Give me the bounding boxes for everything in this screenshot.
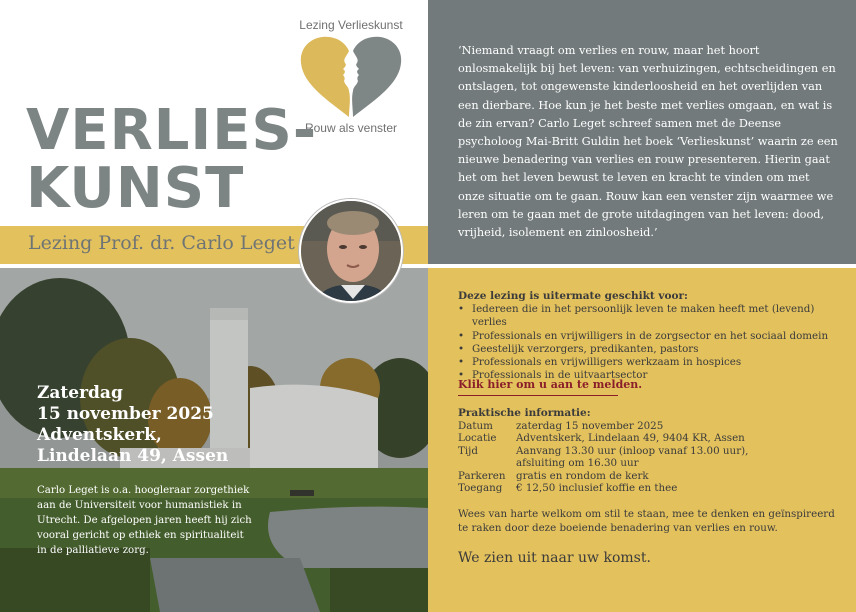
row-key: Tijd (458, 444, 478, 457)
row-key: Parkeren (458, 469, 506, 482)
list-item: • Professionals en vrijwilligers werkzaam in hospices (458, 356, 848, 369)
speaker-bio: Carlo Leget is o.a. hoogleraar zorgethiek aan de Universiteit voor humanistiek in Utrecht. De afgelopen jaren heeft hij zich vooral gericht op ethiek en spiritualiteit in de palliatieve zorg. (37, 485, 252, 556)
event-date: 15 november 2025 (37, 404, 214, 424)
event-venue: Adventskerk, (37, 425, 162, 445)
logo-top-text: Lezing Verlieskunst (299, 18, 403, 32)
practical-heading: Praktische informatie: (458, 407, 591, 419)
table-row (458, 445, 848, 457)
quote-text: ‘Niemand vraagt om verlies en rouw, maar het hoort onlosmakelijk bij het leven: van verhuizingen, echtscheidingen en ontslagen, tot ongewenste kinderloosheid en het overlijden van een dierbare. Hoe kun je het beste met verlies omgaan, en wat is de zin ervan? Carlo Leget schreef samen met de Deense psycholoog Mai-Britt Guldin het boek ‘Verlieskunst’ waarin ze een nieuwe benadering van verlies en rouw presenteren. Hierin gaat het om het leven bewust te leven en kracht te vinden om met onze situatie om te gaan. Rouw kan een venster zijn waarmee we leren om te gaan met de grote uitdagingen van het leven: dood, vrijheid, isolement en zinloosheid.’ (458, 44, 838, 240)
row-value: Adventskerk, Lindelaan 49, 9404 KR, Assen (516, 432, 745, 445)
table-row (458, 470, 848, 482)
info-panel (428, 268, 856, 612)
list-item: • Professionals en vrijwilligers in de zorgsector en het sociaal domein (458, 330, 848, 343)
event-date-location (37, 383, 228, 467)
table-row (458, 482, 848, 494)
quote-panel (428, 0, 856, 264)
title-line-2: KUNST (26, 156, 245, 221)
row-value: zaterdag 15 november 2025 (516, 420, 664, 432)
suitability-heading: Deze lezing is uitermate geschikt voor: (458, 290, 688, 302)
row-value: gratis en rondom de kerk (516, 469, 649, 482)
row-value: € 12,50 inclusief koffie en thee (516, 482, 678, 495)
table-row (458, 457, 848, 469)
row-key: Locatie (458, 432, 497, 445)
closing-text: We zien uit naar uw komst. (458, 550, 651, 566)
title-line-1: VERLIES- (26, 98, 318, 163)
list-item: • Iedereen die in het persoonlijk leven te maken heeft met (levend) verlies (458, 303, 848, 330)
subtitle: Lezing Prof. dr. Carlo Leget (28, 232, 295, 254)
practical-table (458, 420, 848, 494)
list-item: • Geestelijk verzorgers, predikanten, pastors (458, 343, 848, 356)
signup-link[interactable]: Klik hier om u aan te melden. (458, 378, 643, 391)
suitability-list (458, 303, 848, 383)
table-row (458, 432, 848, 444)
page-title (26, 98, 318, 221)
speaker-portrait (299, 199, 403, 303)
logo-bottom-text: Rouw als venster (304, 121, 398, 135)
row-key (458, 457, 516, 469)
row-value: afsluiting om 16.30 uur (516, 457, 639, 470)
row-key: Toegang (458, 482, 503, 495)
welcome-text: Wees van harte welkom om stil te staan, mee te denken en geïnspireerd te raken door deze boeiende benadering van verlies en rouw. (458, 508, 835, 534)
event-day: Zaterdag (37, 383, 123, 403)
table-row (458, 420, 848, 432)
list-item: • Professionals in de uitvaartsector (458, 369, 848, 382)
event-address: Lindelaan 49, Assen (37, 446, 229, 466)
row-value: Aanvang 13.30 uur (inloop vanaf 13.00 uur), (516, 444, 749, 457)
signup-underline (458, 395, 618, 396)
row-key: Datum (458, 420, 493, 432)
